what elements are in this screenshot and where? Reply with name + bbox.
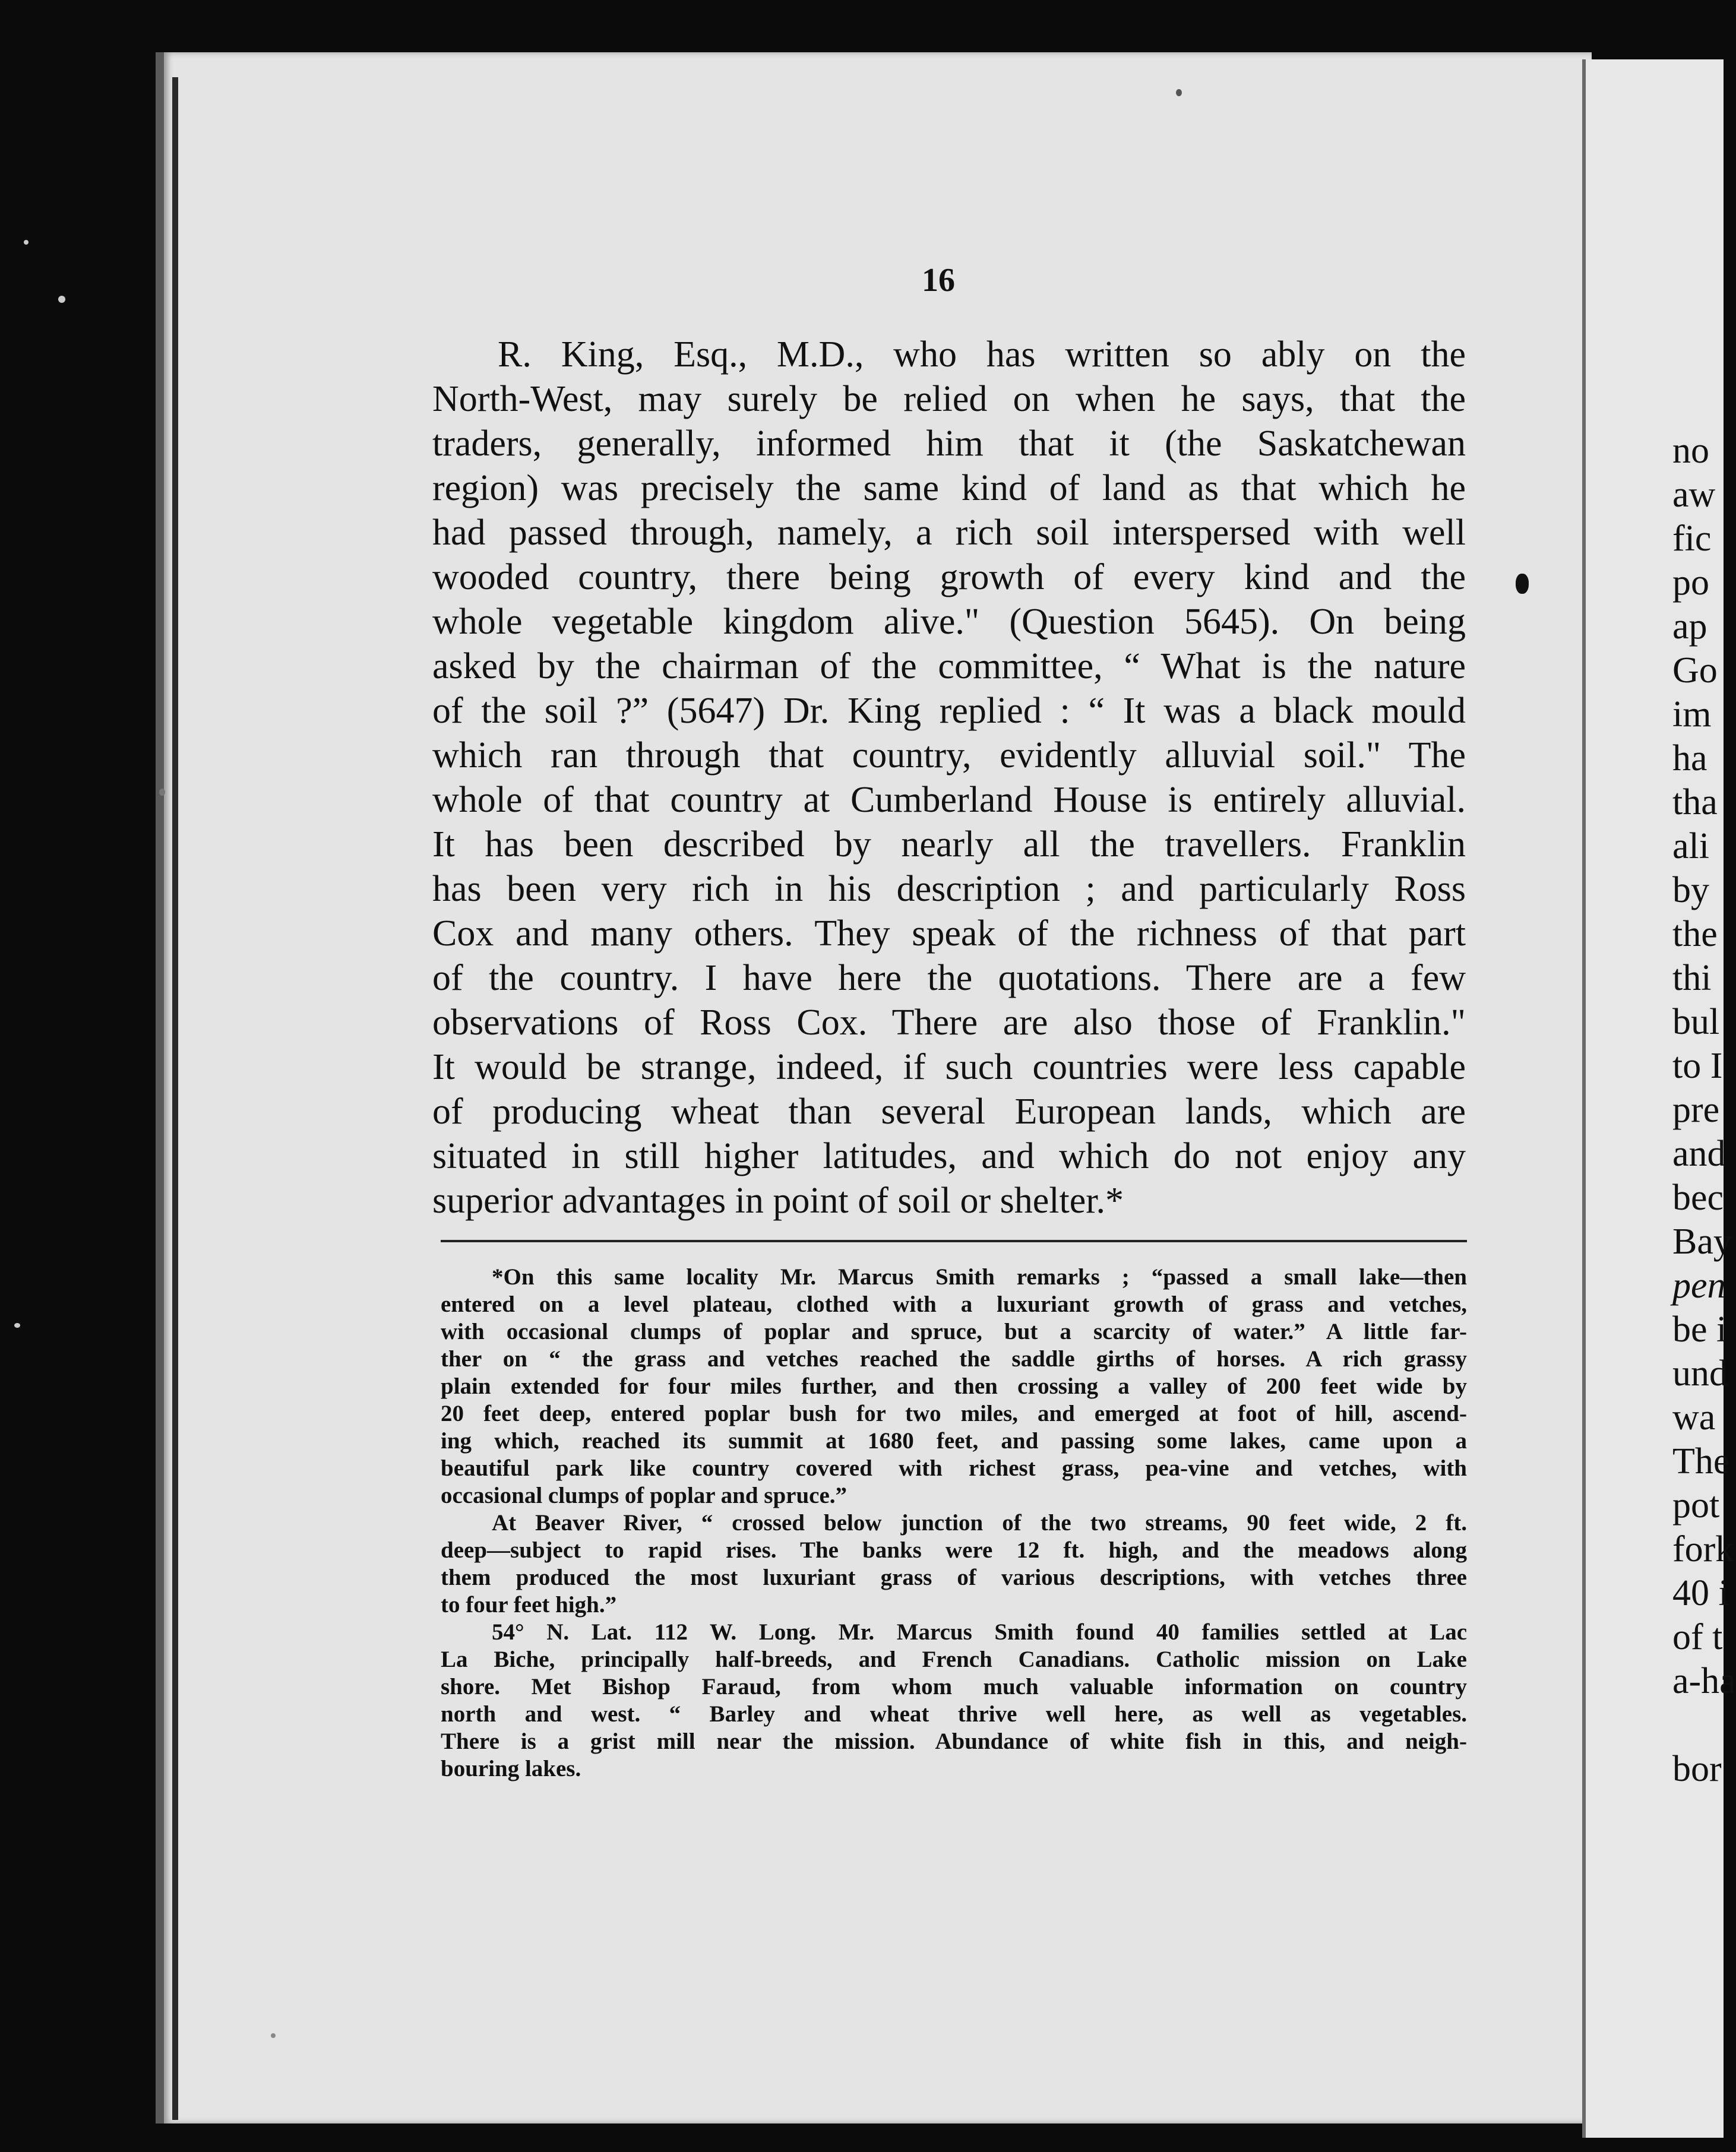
body-text xyxy=(432,333,1466,1223)
right-page-fragment: Go xyxy=(1672,650,1718,691)
right-page-fragment: by xyxy=(1672,870,1709,910)
right-page-fragment: ali xyxy=(1672,826,1709,866)
right-page-fragment: a-ha xyxy=(1672,1661,1736,1701)
right-page-fragment: ha xyxy=(1672,738,1707,778)
page-number: 16 xyxy=(922,262,955,299)
body-line: superior advantages in point of soil or shelter.* xyxy=(432,1181,1124,1221)
footnote-line: There is a grist mill near the mission. Abundance of white fish in this, and neigh- xyxy=(441,1729,1467,1754)
right-page-fragment: bec xyxy=(1672,1178,1724,1218)
body-line: wooded country, there being growth of every kind and the xyxy=(432,557,1466,597)
right-page-fragment: pen xyxy=(1672,1265,1726,1306)
right-page-fragment: thi xyxy=(1672,958,1712,998)
right-page-fragment: the xyxy=(1672,914,1718,954)
footnote-line: 54° N. Lat. 112 W. Long. Mr. Marcus Smith found 40 families settled at Lac xyxy=(492,1619,1467,1645)
ink-blot-mark xyxy=(1516,574,1529,594)
right-page-text xyxy=(1672,429,1736,1791)
right-page-fragment xyxy=(1672,1703,1736,1747)
dust-speck xyxy=(24,240,29,245)
footnote-line: La Biche, principally half-breeds, and French Canadians. Catholic mission on Lake xyxy=(441,1647,1467,1672)
footnote-line: *On this same locality Mr. Marcus Smith remarks ; “passed a small lake—then xyxy=(492,1264,1467,1290)
footnote-line: 20 feet deep, entered poplar bush for two miles, and emerged at foot of hill, ascend- xyxy=(441,1401,1467,1426)
right-page-fragment: Bay xyxy=(1672,1221,1732,1262)
body-line: It would be strange, indeed, if such countries were less capable xyxy=(432,1047,1466,1087)
footnote-line: ther on “ the grass and vetches reached the saddle girths of horses. A rich grassy xyxy=(441,1346,1467,1372)
dust-speck xyxy=(58,296,65,303)
dust-speck xyxy=(1176,89,1182,96)
footnote-line: bouring lakes. xyxy=(441,1756,581,1781)
right-page-fragment: to I xyxy=(1672,1046,1723,1086)
right-page-fragment: bul xyxy=(1672,1002,1720,1042)
right-page-fragment: im xyxy=(1672,694,1712,735)
footnotes xyxy=(441,1264,1467,1783)
body-line: whole of that country at Cumberland House is entirely alluvial. xyxy=(432,780,1466,820)
right-page-fragment: of t xyxy=(1672,1617,1723,1657)
footnote-line: with occasional clumps of poplar and spruce, but a scarcity of water.” A little far- xyxy=(441,1319,1467,1344)
body-line: has been very rich in his description ; and particularly Ross xyxy=(432,869,1466,909)
body-line: asked by the chairman of the committee, “ What is the nature xyxy=(432,646,1466,686)
right-page-fragment: no xyxy=(1672,431,1709,471)
body-line: had passed through, namely, a rich soil interspersed with well xyxy=(432,512,1466,553)
body-line: region) was precisely the same kind of land as that which he xyxy=(432,468,1466,508)
right-page-fragment: fic xyxy=(1672,518,1712,559)
body-line: of the soil ?” (5647) Dr. King replied : “ It was a black mould xyxy=(432,691,1466,731)
page-edge-shadow xyxy=(172,77,178,2120)
body-line: whole vegetable kingdom alive." (Question 5645). On being xyxy=(432,602,1466,642)
right-page-fragment: wa xyxy=(1672,1397,1716,1438)
body-line: which ran through that country, evidently alluvial soil." The xyxy=(432,735,1466,776)
footnote-line: beautiful park like country covered with richest grass, pea-vine and vetches, with xyxy=(441,1455,1467,1481)
footnote-line: occasional clumps of poplar and spruce.” xyxy=(441,1483,848,1508)
footnote-line: At Beaver River, “ crossed below junction of the two streams, 90 feet wide, 2 ft. xyxy=(492,1510,1467,1536)
body-line: observations of Ross Cox. There are also those of Franklin." xyxy=(432,1002,1466,1043)
right-page-fragment: The xyxy=(1672,1441,1730,1482)
right-page-fragment: tha xyxy=(1672,782,1718,822)
body-line: North-West, may surely be relied on when he says, that the xyxy=(432,379,1466,419)
body-line: It has been described by nearly all the travellers. Franklin xyxy=(432,824,1466,865)
footnote-line: deep—subject to rapid rises. The banks were 12 ft. high, and the meadows along xyxy=(441,1537,1467,1563)
body-line: of producing wheat than several European lands, which are xyxy=(432,1091,1466,1132)
right-page-fragment: be i xyxy=(1672,1309,1727,1350)
right-page-fragment: und xyxy=(1672,1353,1728,1394)
body-line: traders, generally, informed him that it (the Saskatchewan xyxy=(432,423,1466,464)
footnote-line: north and west. “ Barley and wheat thrive well here, as well as vegetables. xyxy=(441,1701,1467,1727)
footnote-line: plain extended for four miles further, and then crossing a valley of 200 feet wide by xyxy=(441,1374,1467,1399)
footnote-line: ing which, reached its summit at 1680 feet, and passing some lakes, came upon a xyxy=(441,1428,1467,1454)
right-page-fragment: aw xyxy=(1672,474,1716,515)
body-line: R. King, Esq., M.D., who has written so ably on the xyxy=(498,334,1466,375)
body-line: of the country. I have here the quotations. There are a few xyxy=(432,958,1466,998)
footnote-line: entered on a level plateau, clothed with a luxuriant growth of grass and vetches, xyxy=(441,1292,1467,1317)
footnote-line: to four feet high.” xyxy=(441,1592,617,1618)
right-page-fragment: po xyxy=(1672,562,1709,603)
footnote-line: them produced the most luxuriant grass of various descriptions, with vetches three xyxy=(441,1565,1467,1590)
footnote-line: shore. Met Bishop Faraud, from whom much valuable information on country xyxy=(441,1674,1467,1700)
right-page-fragment: fork xyxy=(1672,1529,1734,1569)
dust-speck xyxy=(271,2033,276,2038)
right-page-fragment: bor xyxy=(1672,1749,1722,1789)
footnote-rule xyxy=(441,1240,1467,1242)
right-page-fragment: ap xyxy=(1672,606,1707,647)
right-page-fragment: pot xyxy=(1672,1485,1720,1526)
right-page-fragment: pre xyxy=(1672,1090,1720,1130)
body-line: situated in still higher latitudes, and which do not enjoy any xyxy=(432,1136,1466,1176)
dust-speck xyxy=(159,789,165,796)
right-page-fragment: and xyxy=(1672,1134,1726,1174)
right-page-fragment: 40 i xyxy=(1672,1573,1729,1613)
dust-speck xyxy=(14,1323,20,1328)
body-line: Cox and many others. They speak of the richness of that part xyxy=(432,913,1466,954)
